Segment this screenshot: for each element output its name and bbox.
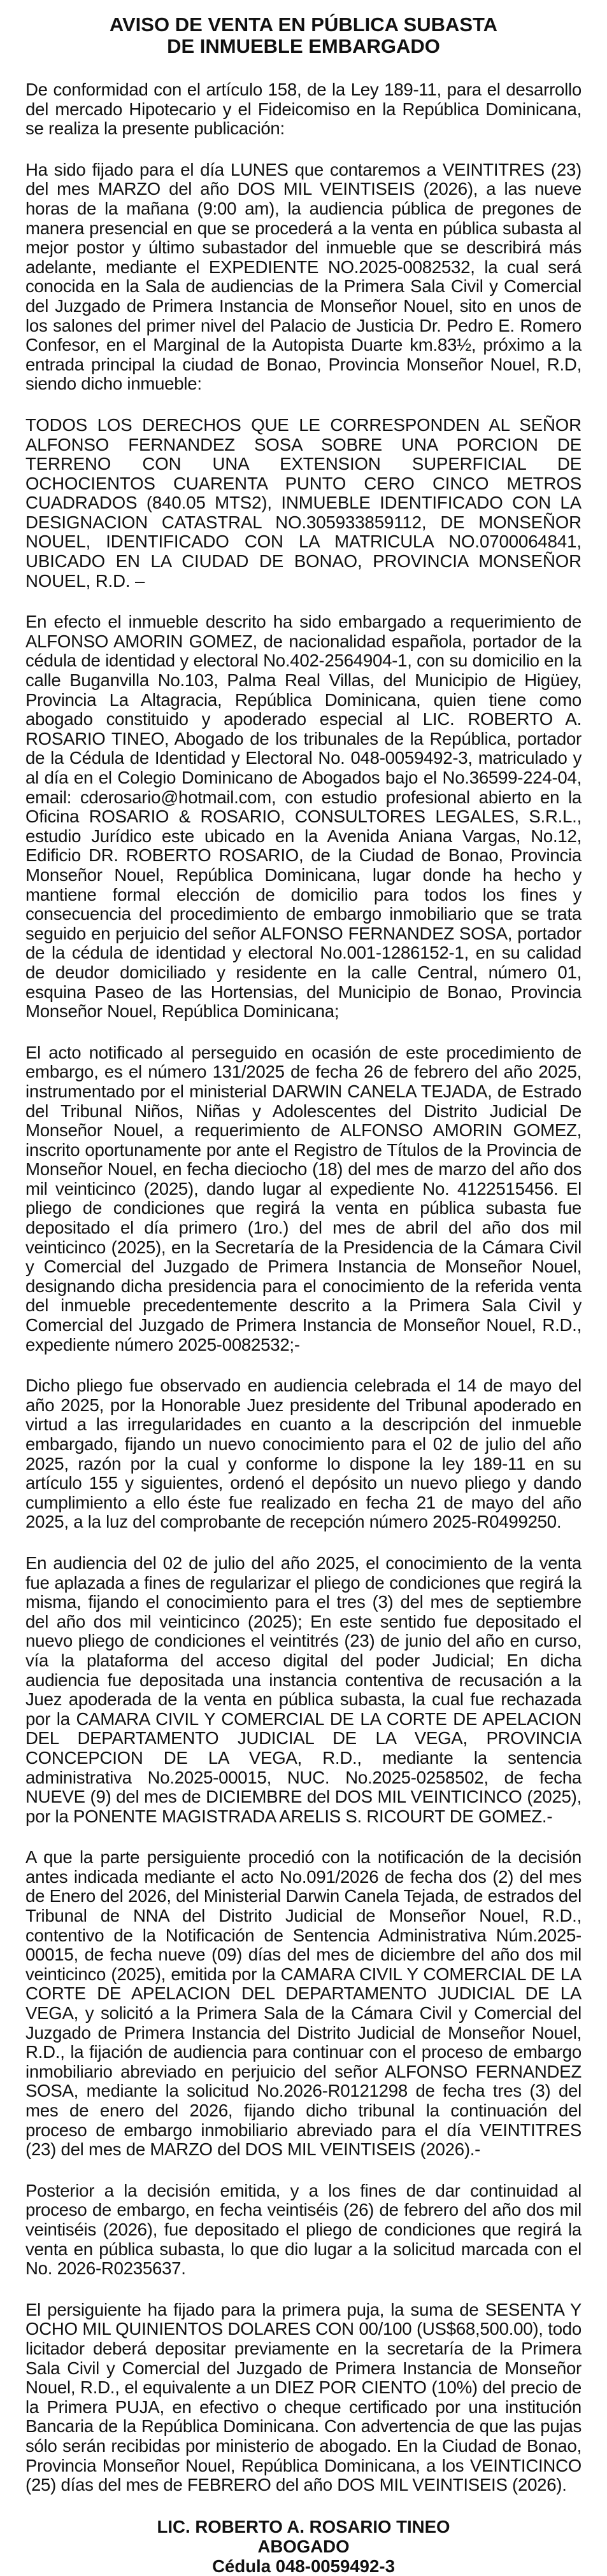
specifications-deposit-paragraph: Posterior a la decisión emitida, y a los fines de dar continuidad al proceso de embargo, en fecha veintiséis (26) de febrero del año dos mil veintiséis (2026), fue depositado el pliego de condiciones que regirá la venta en pública subasta, lo que dio lugar a la solicitud marcada con el No. 2026-R0235637.: [25, 2180, 582, 2279]
signature-role: ABOGADO: [257, 2536, 350, 2556]
seizure-parties-paragraph: En efecto el inmueble descrito ha sido embargado a requerimiento de ALFONSO AMORIN GOMEZ, de nacionalidad española, portador de la cédula de identidad y electoral No.402-2564904-1, con su domicilio en la calle Buganvilla No.103, Palma Real Villas, del Municipio de Higüey, Provincia La Altagracia, República Dominicana, quien tiene como abogado constituido y apoderado especial al LIC. ROBERTO A. ROSARIO TINEO, Abogado de los tribunales de la República, portador de la Cédula de Identidad y Electoral No. 048-0059492-3, matriculado y al día en el Colegio Dominicano de Abogados bajo el No.36599-224-04, email: cderosario@hotmail.com, con estudio profesional abierto en la Oficina ROSARIO & ROSARIO, CONSULTORES LEGALES, S.R.L., estudio Jurídico este ubicado en la Avenida Aniana Vargas, No.12, Edificio DR. ROBERTO ROSARIO, de la Ciudad de Bonao, Provincia Monseñor Nouel, República Dominicana, lugar donde ha hecho y mantiene formal elección de domicilio para todos los fines y consecuencia del procedimiento de embargo inmobiliario que se trata seguido en perjuicio del señor ALFONSO FERNANDEZ SOSA, portador de la cédula de identidad y electoral No.001-1286152-1, en su calidad de deudor domiciliado y residente en la calle Central, número 01, esquina Paseo de las Hortensias, del Municipio de Bonao, Provincia Monseñor Nouel, República Dominicana;: [25, 612, 582, 1022]
first-bid-paragraph: El persiguiente ha fijado para la primera puja, la suma de SESENTA Y OCHO MIL QUINIENTOS DOLARES CON 00/100 (US$68,500.00), todo licitador deberá depositar previamente en la secretaría de la Primera Sala Civil y Comercial del Juzgado de Primera Instancia de Monseñor Nouel, R.D., el equivalente a un DIEZ POR CIENTO (10%) del precio de la Primera PUJA, en efectivo o cheque certificado por una institución Bancaria de la República Dominicana. Con advertencia de que las pujas sólo serán recibidas por ministerio de abogado. En la Ciudad de Bonao, Provincia Monseñor Nouel, República Dominicana, a los VEINTICINCO (25) días del mes de FEBRERO del año DOS MIL VEINTISEIS (2026).: [25, 2299, 582, 2495]
signature-block: [25, 2517, 582, 2576]
signature-id: Cédula 048-0059492-3: [212, 2556, 395, 2576]
notice-title-line-1: AVISO DE VENTA EN PÚBLICA SUBASTA: [109, 13, 498, 36]
signature-name: LIC. ROBERTO A. ROSARIO TINEO: [157, 2516, 450, 2537]
auction-date-paragraph: Ha sido fijado para el día LUNES que contaremos a VEINTITRES (23) del mes MARZO del año DOS MIL VEINTISEIS (2026), a las nueve horas de la mañana (9:00 am), la audiencia pública de pregones de manera presencial en que se procederá a la venta en pública subasta al mejor postor y último subastador del inmueble que se describirá más adelante, mediante el EXPEDIENTE NO.2025-0082532, la cual será conocida en la Sala de audiencias de la Primera Sala Civil y Comercial del Juzgado de Primera Instancia de Monseñor Nouel, sito en unos de los salones del primer nivel del Palacio de Justicia Dr. Pedro E. Romero Confesor, en el Marginal de la Autopista Duarte km.83½, próximo a la entrada principal la ciudad de Bonao, Provincia Monseñor Nouel, R.D, siendo dicho inmueble:: [25, 159, 582, 394]
notice-title-line-2: DE INMUEBLE EMBARGADO: [167, 35, 440, 57]
notice-title: [25, 14, 582, 57]
intro-paragraph: De conformidad con el artículo 158, de la Ley 189-11, para el desarrollo del mercado Hipotecario y el Fideicomiso en la República Dominicana, se realiza la presente publicación:: [25, 80, 582, 139]
seizure-act-paragraph: El acto notificado al perseguido en ocasión de este procedimiento de embargo, es el número 131/2025 de fecha 26 de febrero del año 2025, instrumentado por el ministerial DARWIN CANELA TEJADA, de Estrado del Tribunal Niños, Niñas y Adolescentes del Distrito Judicial De Monseñor Nouel, a requerimiento de ALFONSO AMORIN GOMEZ, inscrito oportunamente por ante el Registro de Títulos de la Provincia de Monseñor Nouel, en fecha dieciocho (18) del mes de marzo del año dos mil veinticinco (2025), dando lugar al expediente No. 4122515456. El pliego de condiciones que regirá la venta en pública subasta fue depositado el día primero (1ro.) del mes de abril del año dos mil veinticinco (2025), en la Secretaría de la Presidencia de la Cámara Civil y Comercial del Juzgado de Primera Instancia de Monseñor Nouel, designando dicha presidencia para el conocimiento de la referida venta del inmueble precedentemente descrito a la Primera Sala Civil y Comercial del Juzgado de Primera Instancia de Monseñor Nouel, R.D., expediente número 2025-0082532;-: [25, 1042, 582, 1355]
property-description-paragraph: TODOS LOS DERECHOS QUE LE CORRESPONDEN AL SEÑOR ALFONSO FERNANDEZ SOSA SOBRE UNA PORCION DE TERRENO CON UNA EXTENSION SUPERFICIAL DE OCHOCIENTOS CUARENTA PUNTO CERO CINCO METROS CUADRADOS (840.05 MTS2), INMUEBLE IDENTIFICADO CON LA DESIGNACION CATASTRAL NO.305933859112, DE MONSEÑOR NOUEL, IDENTIFICADO CON LA MATRICULA NO.0700064841, UBICADO EN LA CIUDAD DE BONAO, PROVINCIA MONSEÑOR NOUEL, R.D. –: [25, 414, 582, 591]
decision-notification-paragraph: A que la parte persiguiente procedió con la notificación de la decisión antes indicada mediante el acto No.091/2026 de fecha dos (2) del mes de Enero del 2026, del Ministerial Darwin Canela Tejada, de estrados del Tribunal de NNA del Distrito Judicial de Monseñor Nouel, R.D., contentivo de la Notificación de Sentencia Administrativa Núm.2025-00015, de fecha nueve (09) días del mes de diciembre del año dos mil veinticinco (2025), emitida por la CAMARA CIVIL Y COMERCIAL DE LA CORTE DE APELACION DEL DEPARTAMENTO JUDICIAL DE LA VEGA, y solicitó a la Primera Sala de la Cámara Civil y Comercial del Juzgado de Primera Instancia del Distrito Judicial de Monseñor Nouel, R.D., la fijación de audiencia para continuar con el proceso de embargo inmobiliario abreviado en perjuicio del señor ALFONSO FERNANDEZ SOSA, mediante la solicitud No.2026-R0121298 de fecha tres (3) del mes de enero del 2026, fijando dicho tribunal la continuación del proceso de embargo inmobiliario abreviado para el día VEINTITRES (23) del mes de MARZO del DOS MIL VEINTISEIS (2026).-: [25, 1847, 582, 2160]
specifications-observed-paragraph: Dicho pliego fue observado en audiencia celebrada el 14 de mayo del año 2025, por la Honorable Juez presidente del Tribunal apoderado en virtud a las irregularidades en cuanto a la descripción del inmueble embargado, fijando un nuevo conocimiento para el 02 de julio del año 2025, razón por la cual y conforme lo dispone la ley 189-11 en su artículo 155 y siguientes, ordenó el depósito un nuevo pliego y dando cumplimiento a ello éste fue realizado en fecha 21 de mayo del año 2025, a la luz del comprobante de recepción número 2025-R0499250.: [25, 1376, 582, 1532]
hearing-postponed-paragraph: En audiencia del 02 de julio del año 2025, el conocimiento de la venta fue aplazada a fines de regularizar el pliego de condiciones que regirá la misma, fijando el conocimiento para el tres (3) del mes de septiembre del año dos mil veinticinco (2025); En este sentido fue depositado el nuevo pliego de condiciones el veintitrés (23) de junio del año en curso, vía la plataforma del acceso digital del poder Judicial; En dicha audiencia fue depositada una instancia contentiva de recusación a la Juez apoderada de la venta en pública subasta, la cual fue rechazada por la CAMARA CIVIL Y COMERCIAL DE LA CORTE DE APELACION DEL DEPARTAMENTO JUDICIAL DE LA VEGA, PROVINCIA CONCEPCION DE LA VEGA, R.D., mediante la sentencia administrativa No.2025-00015, NUC. No.2025-0258502, de fecha NUEVE (9) del mes de DICIEMBRE del DOS MIL VEINTICINCO (2025), por la PONENTE MAGISTRADA ARELIS S. RICOURT DE GOMEZ.-: [25, 1552, 582, 1826]
